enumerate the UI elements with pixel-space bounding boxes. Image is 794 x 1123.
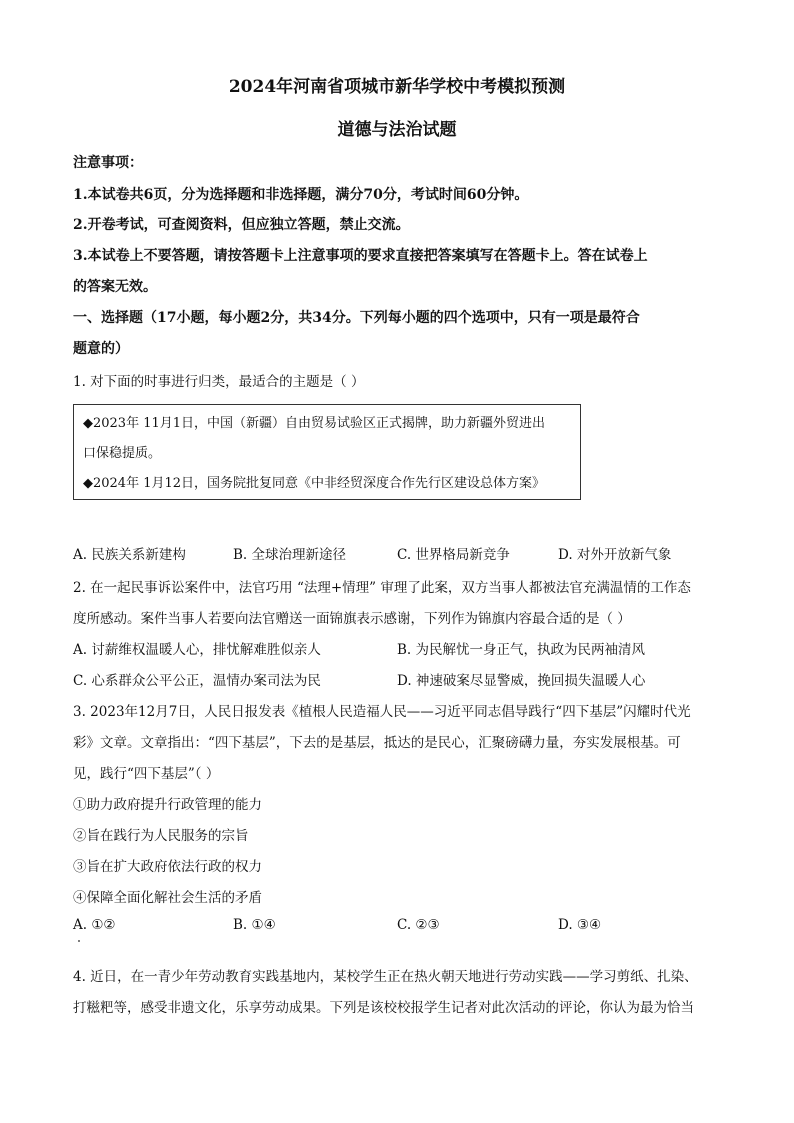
notice-item-3: 3.本试卷上不要答题，请按答题卡上注意事项的要求直接把答案填写在答题卡上。答在试卷上 (73, 248, 648, 264)
notice-item-2: 2.开卷考试，可查阅资料，但应独立答题，禁止交流。 (73, 217, 410, 233)
q1-stem: 1. 对下面的时事进行归类，最适合的主题是（ ） (73, 374, 365, 390)
q2-option-a: A. 讨薪维权温暖人心，排忧解难胜似亲人 (73, 642, 321, 658)
q1-news-box (73, 404, 581, 500)
q3-statement-2: ②旨在践行为人民服务的宗旨 (73, 828, 249, 844)
q3-statement-1: ①助力政府提升行政管理的能力 (73, 797, 262, 813)
q2-stem-2: 度所感动。案件当事人若要向法官赠送一面锦旗表示感谢，下列作为锦旗内容最合适的是（ ） (73, 611, 631, 627)
q1-option-d: D. 对外开放新气象 (558, 547, 672, 563)
q3-option-b: B. ①④ (233, 917, 276, 933)
q3-statement-4: ④保障全面化解社会生活的矛盾 (73, 890, 262, 906)
q4-stem-2: 打糍粑等，感受非遗文化，乐享劳动成果。下列是该校校报学生记者对此次活动的评论，你认为最为恰当 (73, 1000, 694, 1016)
section-heading: 一、选择题（17小题，每小题2分，共34分。下列每小题的四个选项中，只有一项是最符合 (73, 310, 640, 326)
q1-news-1: ◆2023年 11月1日，中国（新疆）自由贸易试验区正式揭牌，助力新疆外贸进出 (83, 416, 546, 431)
exam-title: 2024年河南省项城市新华学校中考模拟预测 (228, 77, 566, 97)
notice-item-3-cont: 的答案无效。 (73, 279, 157, 295)
q4-stem-1: 4. 近日，在一青少年劳动教育实践基地内，某校学生正在热火朝天地进行劳动实践——学习剪纸、扎染、 (73, 969, 698, 985)
q2-option-c: C. 心系群众公平公正，温情办案司法为民 (73, 673, 321, 689)
stray-dot (78, 940, 80, 942)
q2-stem-1: 2. 在一起民事诉讼案件中，法官巧用 “法理+情理” 审理了此案，双方当事人都被法官充满温情的工作态 (73, 580, 691, 596)
q3-option-a: A. ①② (73, 917, 116, 933)
q3-stem-1: 3. 2023年12月7日，人民日报发表《植根人民造福人民——习近平同志倡导践行“四下基层”闪耀时代光 (73, 704, 691, 720)
q1-option-b: B. 全球治理新途径 (233, 547, 347, 563)
q3-stem-2: 彩》文章。文章指出：“四下基层”，下去的是基层，抵达的是民心，汇聚磅礴力量，夯实发展根基。可 (73, 735, 681, 751)
q3-stem-3: 见，践行“四下基层”（ ） (73, 766, 220, 782)
exam-subtitle: 道德与法治试题 (337, 120, 457, 140)
notice-heading: 注意事项： (73, 155, 143, 171)
q3-option-d: D. ③④ (558, 917, 602, 933)
q1-option-c: C. 世界格局新竞争 (397, 547, 510, 563)
q1-news-1-cont: 口保稳提质。 (83, 446, 162, 461)
q2-option-b: B. 为民解忧一身正气，执政为民两袖清风 (397, 642, 646, 658)
q1-news-2: ◆2024年 1月12日，国务院批复同意《中非经贸深度合作先行区建设总体方案》 (83, 476, 546, 491)
q1-option-a: A. 民族关系新建构 (73, 547, 186, 563)
q2-option-d: D. 神速破案尽显警威，挽回损失温暖人心 (397, 673, 646, 689)
notice-item-1: 1.本试卷共6页，分为选择题和非选择题，满分70分，考试时间60分钟。 (73, 187, 529, 203)
q3-statement-3: ③旨在扩大政府依法行政的权力 (73, 859, 262, 875)
section-heading-cont: 题意的） (73, 341, 129, 357)
q3-option-c: C. ②③ (397, 917, 440, 933)
